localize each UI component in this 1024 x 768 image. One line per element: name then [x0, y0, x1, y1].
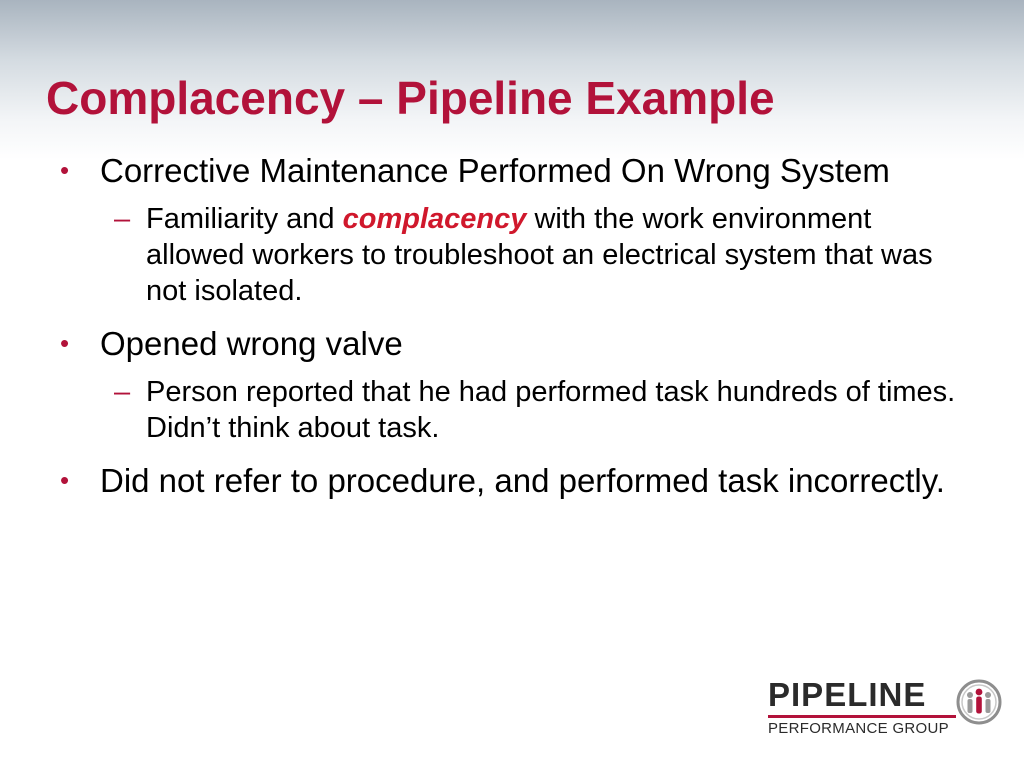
logo-divider: [768, 715, 956, 718]
sub-bullet-text-before: Familiarity and: [146, 203, 343, 235]
bullet-text: Corrective Maintenance Performed On Wrong System: [100, 152, 890, 189]
bullet-marker: •: [60, 465, 70, 495]
logo-wordmark: PIPELINE: [768, 676, 927, 713]
sub-bullet-marker: –: [114, 376, 131, 408]
logo-subtitle: PERFORMANCE GROUP: [768, 720, 949, 737]
slide-title: Complacency – Pipeline Example: [46, 72, 775, 124]
bullet-item: [58, 323, 958, 364]
emphasized-word: complacency: [342, 203, 527, 235]
sub-bullet-text-after: with the work environment allowed workers to troubleshoot an electrical system that was not isolated.: [146, 203, 933, 307]
bullet-item: [58, 150, 958, 191]
sub-bullet-marker: –: [114, 203, 131, 235]
sub-bullet-item: [58, 374, 958, 446]
company-logo: [766, 677, 1006, 745]
bullet-marker: •: [60, 155, 70, 185]
sub-bullet-text: Person reported that he had performed task hundreds of times. Didn’t think about task.: [146, 376, 956, 444]
bullet-text: Did not refer to procedure, and performed task incorrectly.: [100, 462, 945, 499]
bullet-item: [58, 460, 958, 501]
people-circle-icon: [956, 679, 1002, 725]
bullet-marker: •: [60, 328, 70, 358]
sub-bullet-item: [58, 201, 958, 309]
slide-body: [58, 150, 958, 511]
bullet-text: Opened wrong valve: [100, 325, 403, 362]
